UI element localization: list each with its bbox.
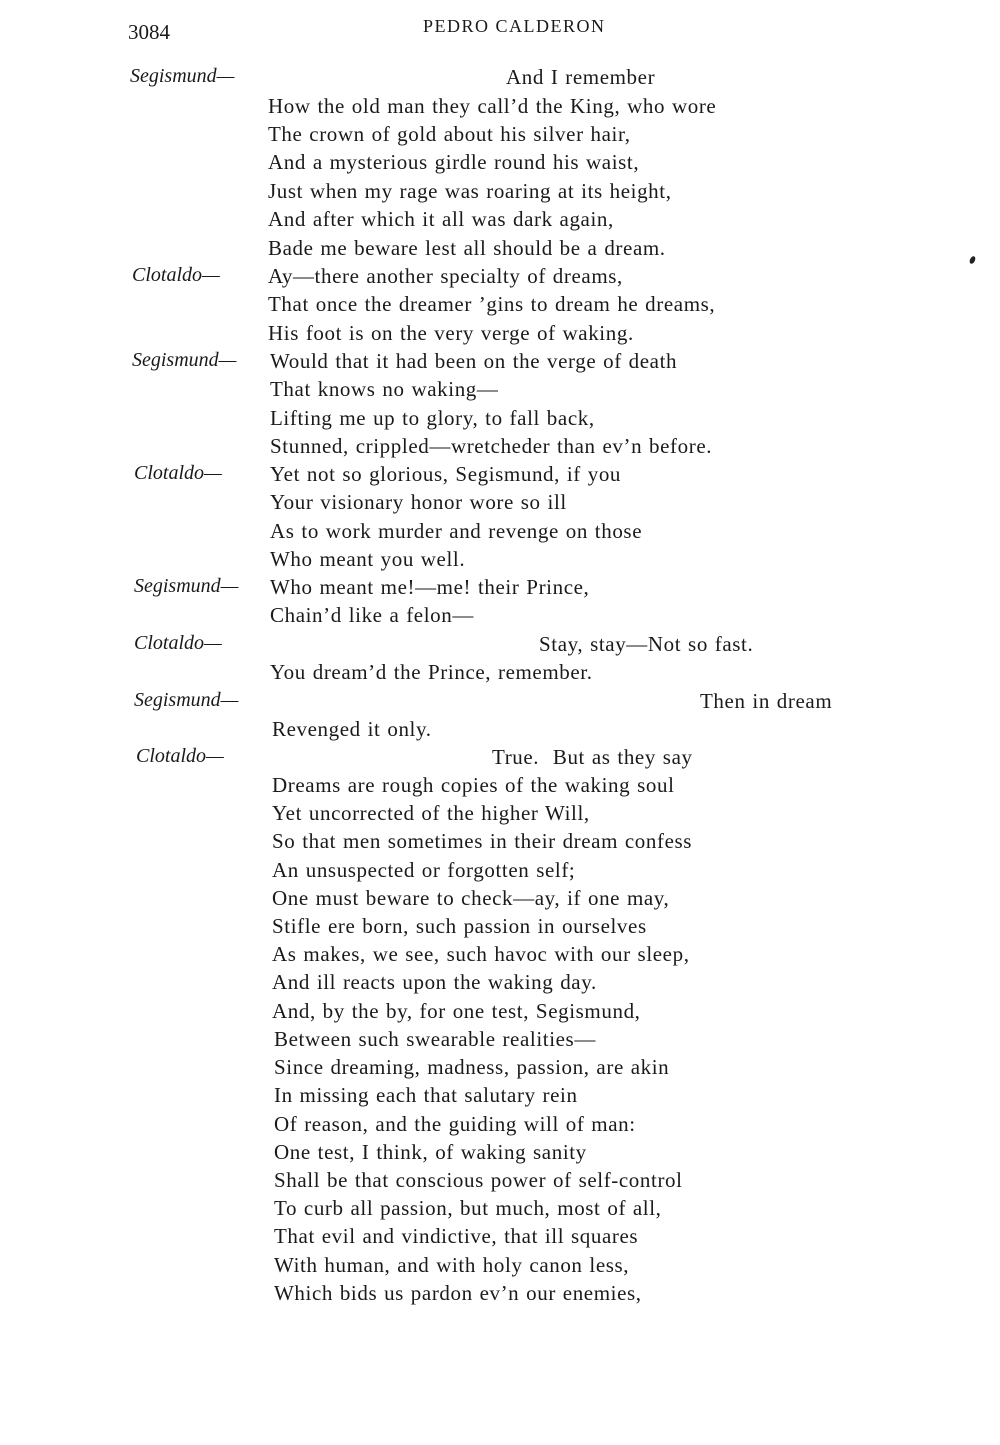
verse-line: That knows no waking— bbox=[270, 377, 499, 401]
verse-line: Revenged it only. bbox=[272, 717, 432, 741]
verse-line: To curb all passion, but much, most of all, bbox=[274, 1196, 662, 1220]
verse-line: Which bids us pardon ev’n our enemies, bbox=[274, 1281, 642, 1305]
verse-line: Stunned, crippled—wretcheder than ev’n before. bbox=[270, 434, 713, 458]
verse-line: Dreams are rough copies of the waking soul bbox=[272, 773, 675, 797]
verse-line: As makes, we see, such havoc with our sleep, bbox=[272, 942, 690, 966]
verse-line: Who meant me!—me! their Prince, bbox=[270, 575, 590, 599]
verse-line: With human, and with holy canon less, bbox=[274, 1253, 630, 1277]
verse-line: Stay, stay—Not so fast. bbox=[539, 632, 754, 656]
verse-line: Between such swearable realities— bbox=[274, 1027, 596, 1051]
verse-line: That evil and vindictive, that ill squares bbox=[274, 1224, 639, 1248]
speaker-label: Segismund— bbox=[130, 65, 235, 87]
speaker-label: Clotaldo— bbox=[132, 264, 220, 286]
verse-line: You dream’d the Prince, remember. bbox=[270, 660, 593, 684]
verse-line: One must beware to check—ay, if one may, bbox=[272, 886, 670, 910]
ink-speck bbox=[969, 255, 977, 264]
verse-line: Ay—there another specialty of dreams, bbox=[268, 264, 623, 288]
verse-line: Stifle ere born, such passion in ourselves bbox=[272, 914, 647, 938]
speaker-label: Clotaldo— bbox=[134, 632, 222, 654]
verse-line: Yet uncorrected of the higher Will, bbox=[272, 801, 590, 825]
verse-line: That once the dreamer ’gins to dream he dreams, bbox=[268, 292, 716, 316]
verse-line: Lifting me up to glory, to fall back, bbox=[270, 406, 595, 430]
verse-line: His foot is on the very verge of waking. bbox=[268, 321, 634, 345]
verse-line: So that men sometimes in their dream confess bbox=[272, 829, 693, 853]
verse-line: Of reason, and the guiding will of man: bbox=[274, 1112, 636, 1136]
speaker-label: Segismund— bbox=[132, 349, 237, 371]
verse-line: Shall be that conscious power of self-control bbox=[274, 1168, 683, 1192]
verse-line: Would that it had been on the verge of death bbox=[270, 349, 678, 373]
speaker-label: Clotaldo— bbox=[134, 462, 222, 484]
verse-line: As to work murder and revenge on those bbox=[270, 519, 643, 543]
speaker-label: Segismund— bbox=[134, 689, 239, 711]
verse-line: Bade me beware lest all should be a dream. bbox=[268, 236, 666, 260]
speaker-label: Clotaldo— bbox=[136, 745, 224, 767]
verse-line: And, by the by, for one test, Segismund, bbox=[272, 999, 641, 1023]
verse-line: And ill reacts upon the waking day. bbox=[272, 970, 597, 994]
speaker-label: Segismund— bbox=[134, 575, 239, 597]
verse-line: Chain’d like a felon— bbox=[270, 603, 474, 627]
verse-line: And I remember bbox=[506, 65, 656, 89]
verse-line: Then in dream bbox=[700, 689, 833, 713]
verse-line: The crown of gold about his silver hair, bbox=[268, 122, 631, 146]
page-number: 3084 bbox=[128, 20, 170, 44]
verse-line: Just when my rage was roaring at its height, bbox=[268, 179, 672, 203]
verse-line: Your visionary honor wore so ill bbox=[270, 490, 567, 514]
verse-line: And after which it all was dark again, bbox=[268, 207, 614, 231]
verse-line: In missing each that salutary rein bbox=[274, 1083, 578, 1107]
verse-line: True. But as they say bbox=[492, 745, 693, 769]
verse-line: An unsuspected or forgotten self; bbox=[272, 858, 576, 882]
verse-line: One test, I think, of waking sanity bbox=[274, 1140, 587, 1164]
verse-line: Who meant you well. bbox=[270, 547, 466, 571]
verse-line: Since dreaming, madness, passion, are akin bbox=[274, 1055, 670, 1079]
verse-line: How the old man they call’d the King, who wore bbox=[268, 94, 717, 118]
running-head: PEDRO CALDERON bbox=[423, 16, 606, 36]
verse-line: And a mysterious girdle round his waist, bbox=[268, 150, 640, 174]
verse-line: Yet not so glorious, Segismund, if you bbox=[270, 462, 622, 486]
